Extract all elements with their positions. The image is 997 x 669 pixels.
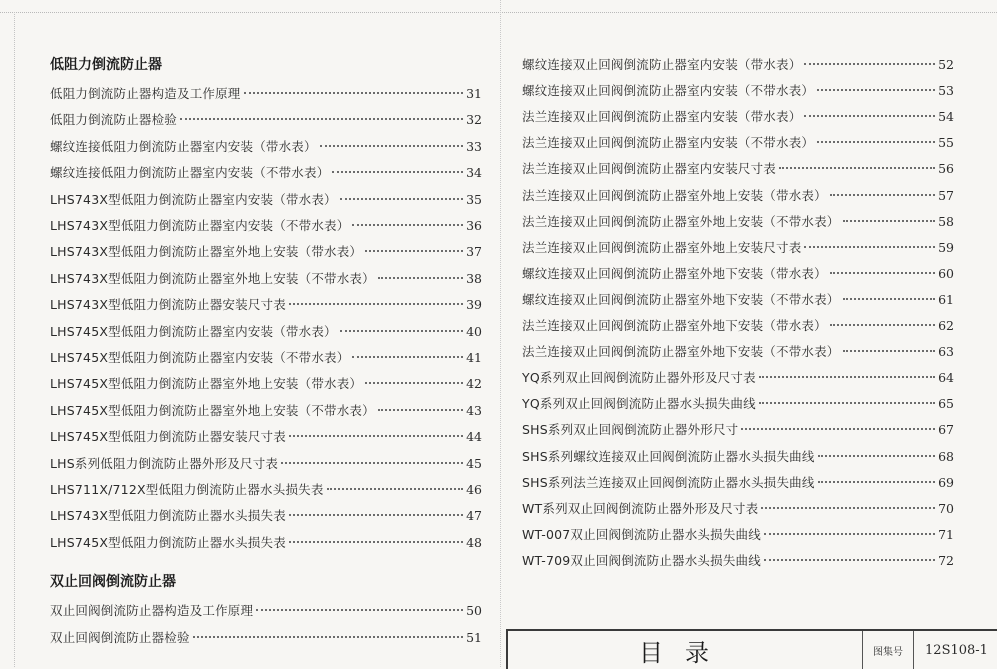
leader-dots <box>817 89 935 91</box>
toc-entry-title: WT-709双止回阀倒流防止器水头损失曲线 <box>522 552 761 568</box>
toc-entry-page: 40 <box>466 323 482 339</box>
toc-entry-title: LHS743X型低阻力倒流防止器安装尺寸表 <box>50 297 286 313</box>
toc-entry[interactable] <box>522 109 954 125</box>
toc-entry[interactable] <box>50 112 482 128</box>
toc-entry[interactable] <box>522 449 954 465</box>
toc-entry-page: 31 <box>466 86 482 101</box>
toc-entry[interactable] <box>522 553 954 569</box>
toc-entry-title: 螺纹连接双止回阀倒流防止器室外地下安装（不带水表） <box>522 291 840 307</box>
toc-entry-page: 52 <box>938 57 954 72</box>
toc-entry-title: LHS743X型低阻力倒流防止器室内安装（不带水表） <box>50 218 350 233</box>
leader-dots <box>761 507 935 509</box>
toc-entry-page: 70 <box>938 500 954 516</box>
toc-entry-page: 37 <box>466 244 482 260</box>
leader-dots <box>804 246 935 248</box>
frame-top-line <box>0 12 997 13</box>
leader-dots <box>289 435 463 437</box>
toc-entry[interactable] <box>522 475 954 491</box>
leader-dots <box>804 63 935 65</box>
toc-entry[interactable] <box>50 603 482 619</box>
leader-dots <box>378 409 463 411</box>
frame-left-line <box>14 12 15 667</box>
toc-entry-page: 59 <box>938 239 954 255</box>
leader-dots <box>365 250 463 252</box>
toc-entry-title: LHS743X型低阻力倒流防止器室外地上安装（不带水表） <box>50 270 375 286</box>
toc-entry[interactable] <box>522 501 954 517</box>
section-title-low-resistance: 低阻力倒流防止器 <box>50 57 162 73</box>
toc-entry[interactable] <box>50 630 482 646</box>
toc-entry-page: 68 <box>938 448 954 464</box>
toc-entry-page: 56 <box>938 161 954 177</box>
toc-entry[interactable] <box>522 57 954 73</box>
leader-dots <box>759 402 935 404</box>
leader-dots <box>320 145 463 147</box>
toc-entry[interactable] <box>522 370 954 386</box>
leader-dots <box>180 118 463 120</box>
leader-dots <box>818 455 936 457</box>
title-block <box>506 629 997 669</box>
leader-dots <box>352 356 463 358</box>
toc-entry-title: 螺纹连接双止回阀倒流防止器室内安装（不带水表） <box>522 83 815 99</box>
toc-entry-page: 47 <box>466 508 482 524</box>
toc-entry[interactable] <box>522 527 954 543</box>
toc-entry[interactable] <box>522 396 954 412</box>
toc-entry-title: WT-007双止回阀倒流防止器水头损失曲线 <box>522 526 761 542</box>
toc-entry-title: LHS743X型低阻力倒流防止器室内安装（带水表） <box>50 191 337 207</box>
toc-entry-page: 62 <box>938 318 954 333</box>
toc-entry-page: 43 <box>466 402 482 418</box>
leader-dots <box>764 559 935 561</box>
leader-dots <box>804 115 935 117</box>
toc-entry[interactable] <box>50 218 482 234</box>
toc-entry-title: SHS系列双止回阀倒流防止器外形尺寸 <box>522 422 739 438</box>
toc-entry-title: LHS745X型低阻力倒流防止器室内安装（带水表） <box>50 323 337 339</box>
leader-dots <box>289 514 463 516</box>
leader-dots <box>244 92 464 94</box>
leader-dots <box>843 350 936 352</box>
toc-entry[interactable] <box>50 297 482 313</box>
toc-entry[interactable] <box>50 482 482 498</box>
toc-entry-page: 38 <box>466 270 482 286</box>
toc-entry-title: 法兰连接双止回阀倒流防止器室外地下安装（不带水表） <box>522 344 840 360</box>
toc-entry-page: 57 <box>938 187 954 203</box>
toc-entry-title: WT系列双止回阀倒流防止器外形及尺寸表 <box>522 500 759 516</box>
toc-entry[interactable] <box>50 139 482 155</box>
toc-entry-title: LHS745X型低阻力倒流防止器室外地上安装（带水表） <box>50 376 363 392</box>
toc-entry[interactable] <box>522 188 954 204</box>
toc-entry-title: 螺纹连接低阻力倒流防止器室内安装（不带水表） <box>50 165 330 181</box>
toc-entry[interactable] <box>50 403 482 419</box>
toc-entry-title: YQ系列双止回阀倒流防止器水头损失曲线 <box>522 396 756 412</box>
toc-entry-title: SHS系列法兰连接双止回阀倒流防止器水头损失曲线 <box>522 474 815 490</box>
leader-dots <box>741 428 935 430</box>
toc-entry-page: 35 <box>466 191 482 207</box>
toc-entry-title: LHS711X/712X型低阻力倒流防止器水头损失表 <box>50 482 324 497</box>
toc-entry-title: LHS743X型低阻力倒流防止器室外地上安装（带水表） <box>50 244 363 260</box>
toc-entry[interactable] <box>50 271 482 287</box>
toc-entry-title: LHS743X型低阻力倒流防止器水头损失表 <box>50 508 286 524</box>
toc-entry-title: 双止回阀倒流防止器检验 <box>50 630 190 645</box>
toc-entry-page: 67 <box>938 422 954 438</box>
toc-entry-page: 50 <box>466 603 482 618</box>
leader-dots <box>830 194 935 196</box>
toc-entry-title: 法兰连接双止回阀倒流防止器室外地下安装（带水表） <box>522 318 827 333</box>
toc-entry-title: 螺纹连接双止回阀倒流防止器室内安装（带水表） <box>522 57 802 72</box>
leader-dots <box>818 481 936 483</box>
toc-entry-page: 48 <box>466 534 482 550</box>
toc-entry-title: 法兰连接双止回阀倒流防止器室内安装（带水表） <box>522 109 802 125</box>
leader-dots <box>289 541 463 543</box>
toc-entry-title: 法兰连接双止回阀倒流防止器室内安装尺寸表 <box>522 161 777 177</box>
toc-entry[interactable] <box>522 240 954 256</box>
toc-entry[interactable] <box>50 535 482 551</box>
toc-entry[interactable] <box>50 324 482 340</box>
toc-entry-page: 33 <box>466 138 482 154</box>
toc-entry[interactable] <box>522 161 954 177</box>
toc-entry-title: 法兰连接双止回阀倒流防止器室外地上安装（不带水表） <box>522 213 840 229</box>
toc-entry-page: 58 <box>938 213 954 229</box>
toc-entry[interactable] <box>522 266 954 282</box>
toc-entry-title: 螺纹连接双止回阀倒流防止器室外地下安装（带水表） <box>522 265 827 281</box>
leader-dots <box>340 198 463 200</box>
toc-entry[interactable] <box>522 318 954 334</box>
leader-dots <box>779 167 935 169</box>
toc-entry-title: 螺纹连接低阻力倒流防止器室内安装（带水表） <box>50 138 317 154</box>
atlas-number: 12S108-1 <box>925 642 988 658</box>
leader-dots <box>843 298 936 300</box>
toc-entry-title: LHS745X型低阻力倒流防止器安装尺寸表 <box>50 429 286 445</box>
leader-dots <box>352 224 463 226</box>
toc-entry-title: 法兰连接双止回阀倒流防止器室外地上安装（带水表） <box>522 187 827 203</box>
section-title-double-check-valve: 双止回阀倒流防止器 <box>50 574 176 590</box>
toc-entry-page: 45 <box>466 455 482 471</box>
toc-entry-page: 32 <box>466 112 482 128</box>
page-title: 目录 <box>508 631 863 669</box>
toc-entry-title: 低阻力倒流防止器构造及工作原理 <box>50 86 241 101</box>
toc-entry-title: LHS745X型低阻力倒流防止器室内安装（不带水表） <box>50 350 350 365</box>
toc-entry-title: 法兰连接双止回阀倒流防止器室外地上安装尺寸表 <box>522 239 802 255</box>
toc-entry-page: 41 <box>466 350 482 365</box>
toc-entry[interactable] <box>522 214 954 230</box>
leader-dots <box>281 462 463 464</box>
leader-dots <box>340 330 463 332</box>
leader-dots <box>193 636 463 638</box>
toc-entry[interactable] <box>522 292 954 308</box>
toc-entry-page: 51 <box>466 630 482 645</box>
toc-entry-page: 69 <box>938 474 954 490</box>
toc-entry-page: 44 <box>466 429 482 445</box>
toc-entry[interactable] <box>522 135 954 151</box>
leader-dots <box>378 277 463 279</box>
leader-dots <box>764 533 935 535</box>
toc-entry-page: 55 <box>938 135 954 151</box>
leader-dots <box>830 324 935 326</box>
leader-dots <box>327 488 464 490</box>
leader-dots <box>843 220 936 222</box>
leader-dots <box>289 303 463 305</box>
toc-entry[interactable] <box>50 456 482 472</box>
leader-dots <box>256 609 463 611</box>
toc-entry-title: 低阻力倒流防止器检验 <box>50 112 178 128</box>
toc-entry-page: 36 <box>466 218 482 233</box>
atlas-number-label: 图集号 <box>863 631 914 669</box>
toc-entry-page: 61 <box>938 291 954 307</box>
toc-entry[interactable] <box>50 429 482 445</box>
toc-entry[interactable] <box>50 376 482 392</box>
toc-entry-page: 60 <box>938 265 954 281</box>
toc-entry-page: 72 <box>938 552 954 568</box>
toc-entry-page: 46 <box>466 482 482 497</box>
toc-entry-title: 法兰连接双止回阀倒流防止器室内安装（不带水表） <box>522 135 815 151</box>
toc-entry[interactable] <box>50 350 482 366</box>
toc-entry[interactable] <box>50 86 482 102</box>
toc-entry-page: 54 <box>938 109 954 125</box>
column-divider <box>500 0 501 667</box>
toc-entry-title: LHS745X型低阻力倒流防止器水头损失表 <box>50 534 286 550</box>
toc-entry-page: 53 <box>938 83 954 99</box>
toc-entry[interactable] <box>522 344 954 360</box>
toc-entry-title: 双止回阀倒流防止器构造及工作原理 <box>50 603 254 618</box>
toc-entry-title: LHS745X型低阻力倒流防止器室外地上安装（不带水表） <box>50 402 375 418</box>
leader-dots <box>759 376 935 378</box>
toc-entry[interactable] <box>50 508 482 524</box>
leader-dots <box>830 272 935 274</box>
toc-entry-title: YQ系列双止回阀倒流防止器外形及尺寸表 <box>522 370 756 386</box>
toc-entry[interactable] <box>50 244 482 260</box>
leader-dots <box>332 171 463 173</box>
toc-entry[interactable] <box>522 83 954 99</box>
toc-entry-page: 34 <box>466 165 482 181</box>
toc-entry-title: SHS系列螺纹连接双止回阀倒流防止器水头损失曲线 <box>522 448 815 464</box>
toc-entry[interactable] <box>50 192 482 208</box>
toc-entry-page: 63 <box>938 344 954 360</box>
toc-entry-page: 42 <box>466 376 482 392</box>
toc-entry[interactable] <box>522 422 954 438</box>
toc-entry-page: 64 <box>938 370 954 386</box>
leader-dots <box>817 141 935 143</box>
toc-entry-page: 65 <box>938 396 954 412</box>
leader-dots <box>365 382 463 384</box>
toc-entry-title: LHS系列低阻力倒流防止器外形及尺寸表 <box>50 455 279 471</box>
toc-entry-page: 71 <box>938 526 954 542</box>
toc-entry[interactable] <box>50 165 482 181</box>
toc-entry-page: 39 <box>466 297 482 313</box>
